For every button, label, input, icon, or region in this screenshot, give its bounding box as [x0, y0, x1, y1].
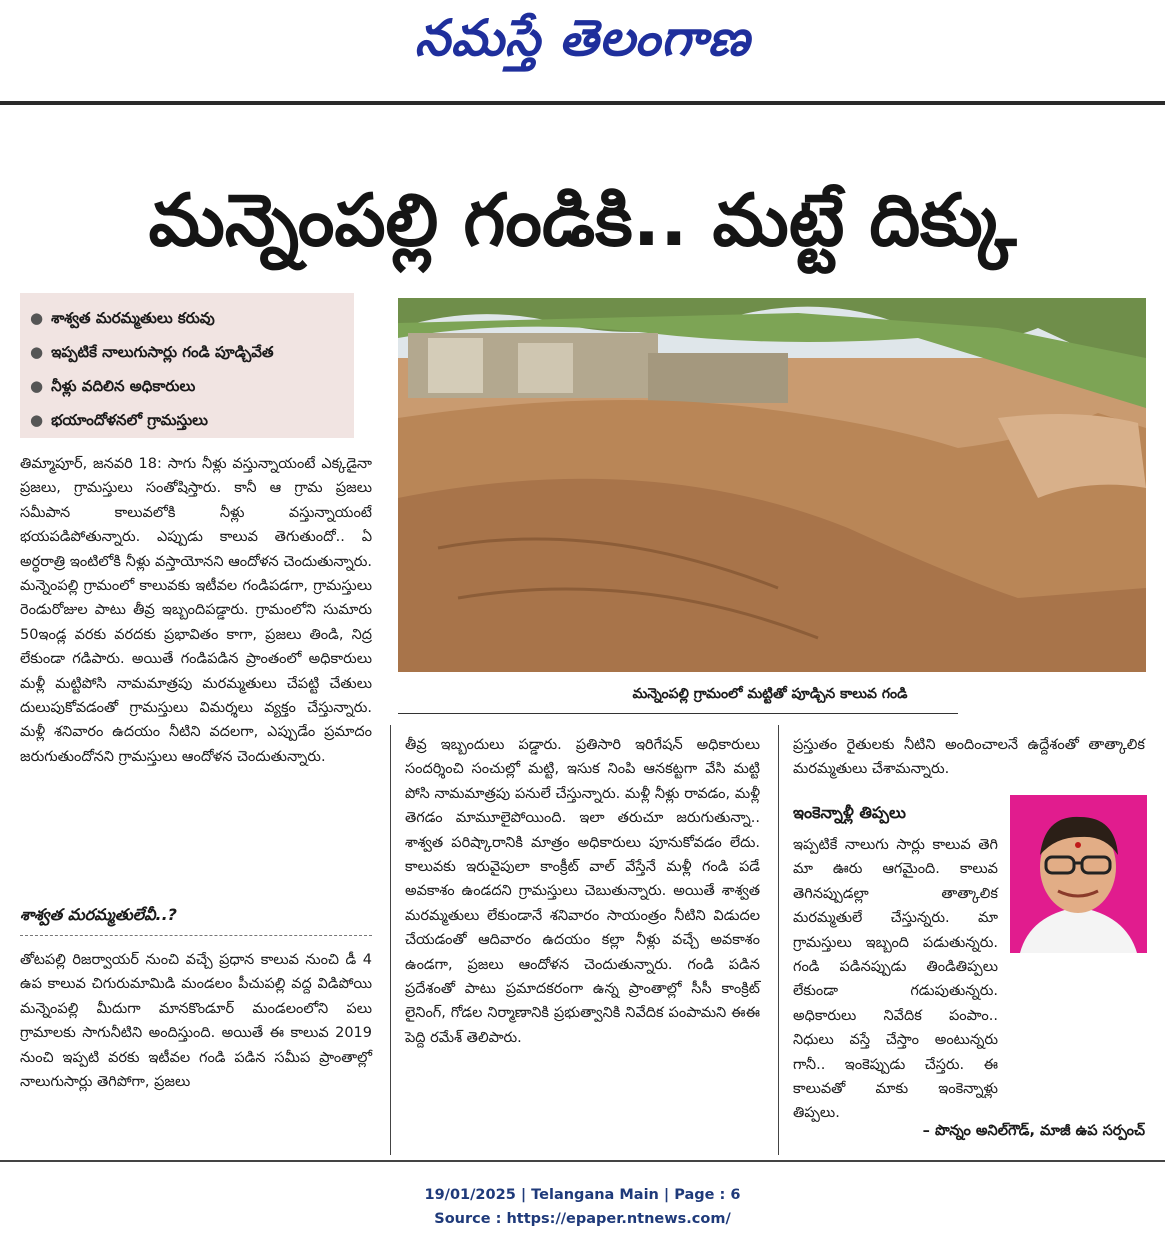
highlight-text: నీళ్లు వదిలిన అధికారులు: [51, 377, 196, 395]
person-portrait-illustration: [1010, 795, 1147, 953]
column-divider: [778, 725, 779, 1155]
paragraph: తోటపల్లి రిజర్వాయర్ నుంచి వచ్చే ప్రధాన కాలువ నుంచి డీ 4 ఉప కాలువ చిగురుమామిడి మండలం పీచుపల్లి వద్ద విడిపోయి మన్నెంపల్లి మీదుగా మానకొండూర్ మండలంలోని పలు గ్రామాలకు సాగునీటిని అందిస్తుంది. అయితే ఈ కాలువ 2019 నుంచి ఇప్పటి వరకు ఇటీవల గండి పడిన సమీప ప్రాంతాల్లో నాలుగుసార్లు తెగిపోగా, ప్రజలు: [20, 952, 372, 1091]
masthead: [0, 0, 1165, 80]
footer-edition-info: 19/01/2025 | Telangana Main | Page : 6: [424, 1187, 741, 1203]
bullet-dot-icon: ●: [30, 377, 44, 395]
footer-source-link[interactable]: Source : https://epaper.ntnews.com/: [434, 1211, 731, 1227]
bullet-dot-icon: ●: [30, 343, 44, 361]
paragraph: తీవ్ర ఇబ్బందులు పడ్డారు. ప్రతిసారి ఇరిగేషన్ అధికారులు సందర్శించి సంచుల్లో మట్టి, ఇసుక నింపి ఆనకట్టగా వేసి మట్టి పోసి నామమాత్రపు పనులే చేస్తున్నారు. మళ్లీ నీళ్లు రావడం, మళ్లీ తెగడం మామూలైపోయింది. ఇలా తరుచూ జరుగుతున్నా.. శాశ్వత పరిష్కారానికి మాత్రం అధికారులు పూనుకోవడం లేదు. కాలువకు ఇరువైపులా కాంక్రీట్ వాల్ వేస్తేనే మళ్లీ గండి పడే అవకాశం ఉండదని గ్రామస్తులు చెబుతున్నారు. అయితే శాశ్వత మరమ్మతులు లేకుండానే శనివారం సాయంత్రం నీటిని విడుదల చేయడంతో ఆదివారం ఉదయం కల్లా నీళ్లు వచ్చే అవకాశం ఉండగా, ప్రజలు ఆందోళన చెందుతున్నారు. గండి పడిన ప్రదేశంతో పాటు ప్రమాదకరంగా ఉన్న ప్రాంతాల్లో సీసీ కాంక్రిట్ లైనింగ్, గోడల నిర్మాణానికి ప్రభుత్వానికి నివేదిక పంపామని ఈఈ పెద్ది రమేశ్ తెలిపారు.: [405, 737, 760, 1046]
section-subhead: శాశ్వత మరమ్మతులేవీ..?: [20, 905, 177, 924]
bullet-dot-icon: ●: [30, 309, 44, 327]
canal-photo: [398, 298, 1146, 672]
page-footer: [0, 1183, 1165, 1231]
highlight-item: [30, 301, 344, 335]
highlight-item: [30, 403, 344, 437]
highlight-item: [30, 335, 344, 369]
column-divider: [390, 725, 391, 1155]
highlights-box: [20, 293, 354, 438]
subhead-divider: [20, 935, 372, 936]
highlight-text: భయాందోళనలో గ్రామస్తులు: [51, 411, 208, 429]
column-1-body: [20, 452, 372, 769]
column-1-body-continued: [20, 948, 372, 1094]
photo-caption: మన్నెంపల్లి గ్రామంలో మట్టితో పూడ్చిన కాలువ గండి: [632, 686, 908, 702]
quote-paragraph: ఇప్పటికే నాలుగు సార్లు కాలువ తెగి మా ఊరు ఆగమైంది. కాలువ తెగినప్పుడల్లా తాత్కాలిక మరమ్మతులే చేస్తున్నరు. మా గ్రామస్తులు ఇబ్బంది పడుతున్నరు. గండి పడినప్పుడు తిండితిప్పలు లేకుండా గడుపుతున్నరు. అధికారులు నివేదిక పంపాం.. నిధులు వస్తే చేస్తాం అంటున్నరు గానీ.. ఇంకెప్పుడు చేస్తరు. ఈ కాలువతో మాకు ఇంకెన్నాళ్లు తిప్పలు.: [793, 837, 998, 1122]
highlight-text: ఇప్పటికే నాలుగుసార్లు గండి పూడ్చివేత: [51, 343, 274, 361]
article-headline: మన్నెంపల్లి గండికి.. మట్టే దిక్కు: [148, 178, 1017, 262]
column-3-intro: [793, 733, 1145, 782]
paragraph: తిమ్మాపూర్, జనవరి 18: సాగు నీళ్లు వస్తున్నాయంటే ఎక్కడైనా ప్రజలు, గ్రామస్తులు సంతోషిస్తారు. కానీ ఆ గ్రామ ప్రజలు సమీపాన కాలువలోకి నీళ్లు వస్తున్నాయంటే భయపడిపోతున్నారు. ఎప్పుడు కాలువ తెగుతుందో.. ఏ అర్ధరాత్రి ఇంటిలోకి నీళ్లు వస్తాయోనని ఆందోళన చెందుతున్నారు. మన్నెంపల్లి గ్రామంలో కాలువకు ఇటీవల గండిపడగా, గ్రామస్తులు రెండురోజుల పాటు తీవ్ర ఇబ్బందిపడ్డారు. గ్రామంలోని సుమారు 50ఇండ్ల వరకు వరదకు ప్రభావితం కాగా, ప్రజలు తిండి, నిద్ర లేకుండా గడిపారు. అయితే గండిపడిన ప్రాంతంలో అధికారులు మళ్లీ మట్టిపోసి నామమాత్రపు మరమ్మతులు చేపట్టి చేతులు దులుపుకోవడంతో గ్రామస్తులు విమర్శలు వ్యక్తం చేస్తున్నారు. మళ్లీ శనివారం ఉదయం నీటిని వదలగా, ఎప్పుడేం ప్రమాదం జరుగుతుందోనని గ్రామస్తులు ఆందోళన చెందుతున్నారు.: [20, 456, 372, 765]
quote-subhead: ఇంకెన్నాళ్లీ తిప్పలు: [793, 803, 906, 822]
highlight-item: [30, 369, 344, 403]
column-2-body: [405, 733, 760, 1050]
newspaper-logo: నమస్తే తెలంగాణ: [414, 8, 751, 67]
footer-rule: [0, 1160, 1165, 1162]
person-photo: [1010, 795, 1147, 953]
highlight-text: శాశ్వత మరమ్మతులు కరువు: [51, 309, 215, 327]
masthead-rule: [0, 101, 1165, 105]
bullet-dot-icon: ●: [30, 411, 44, 429]
quote-body: [793, 833, 998, 1126]
paragraph: ప్రస్తుతం రైతులకు నీటిని అందించాలనే ఉద్దేశంతో తాత్కాలిక మరమ్మతులు చేశామన్నారు.: [793, 737, 1145, 778]
quote-signature: – పొన్నం అనిల్‌గౌడ్, మాజీ ఉప సర్పంచ్: [922, 1123, 1145, 1139]
canal-photo-illustration: [398, 298, 1146, 672]
caption-rule: [398, 713, 958, 714]
